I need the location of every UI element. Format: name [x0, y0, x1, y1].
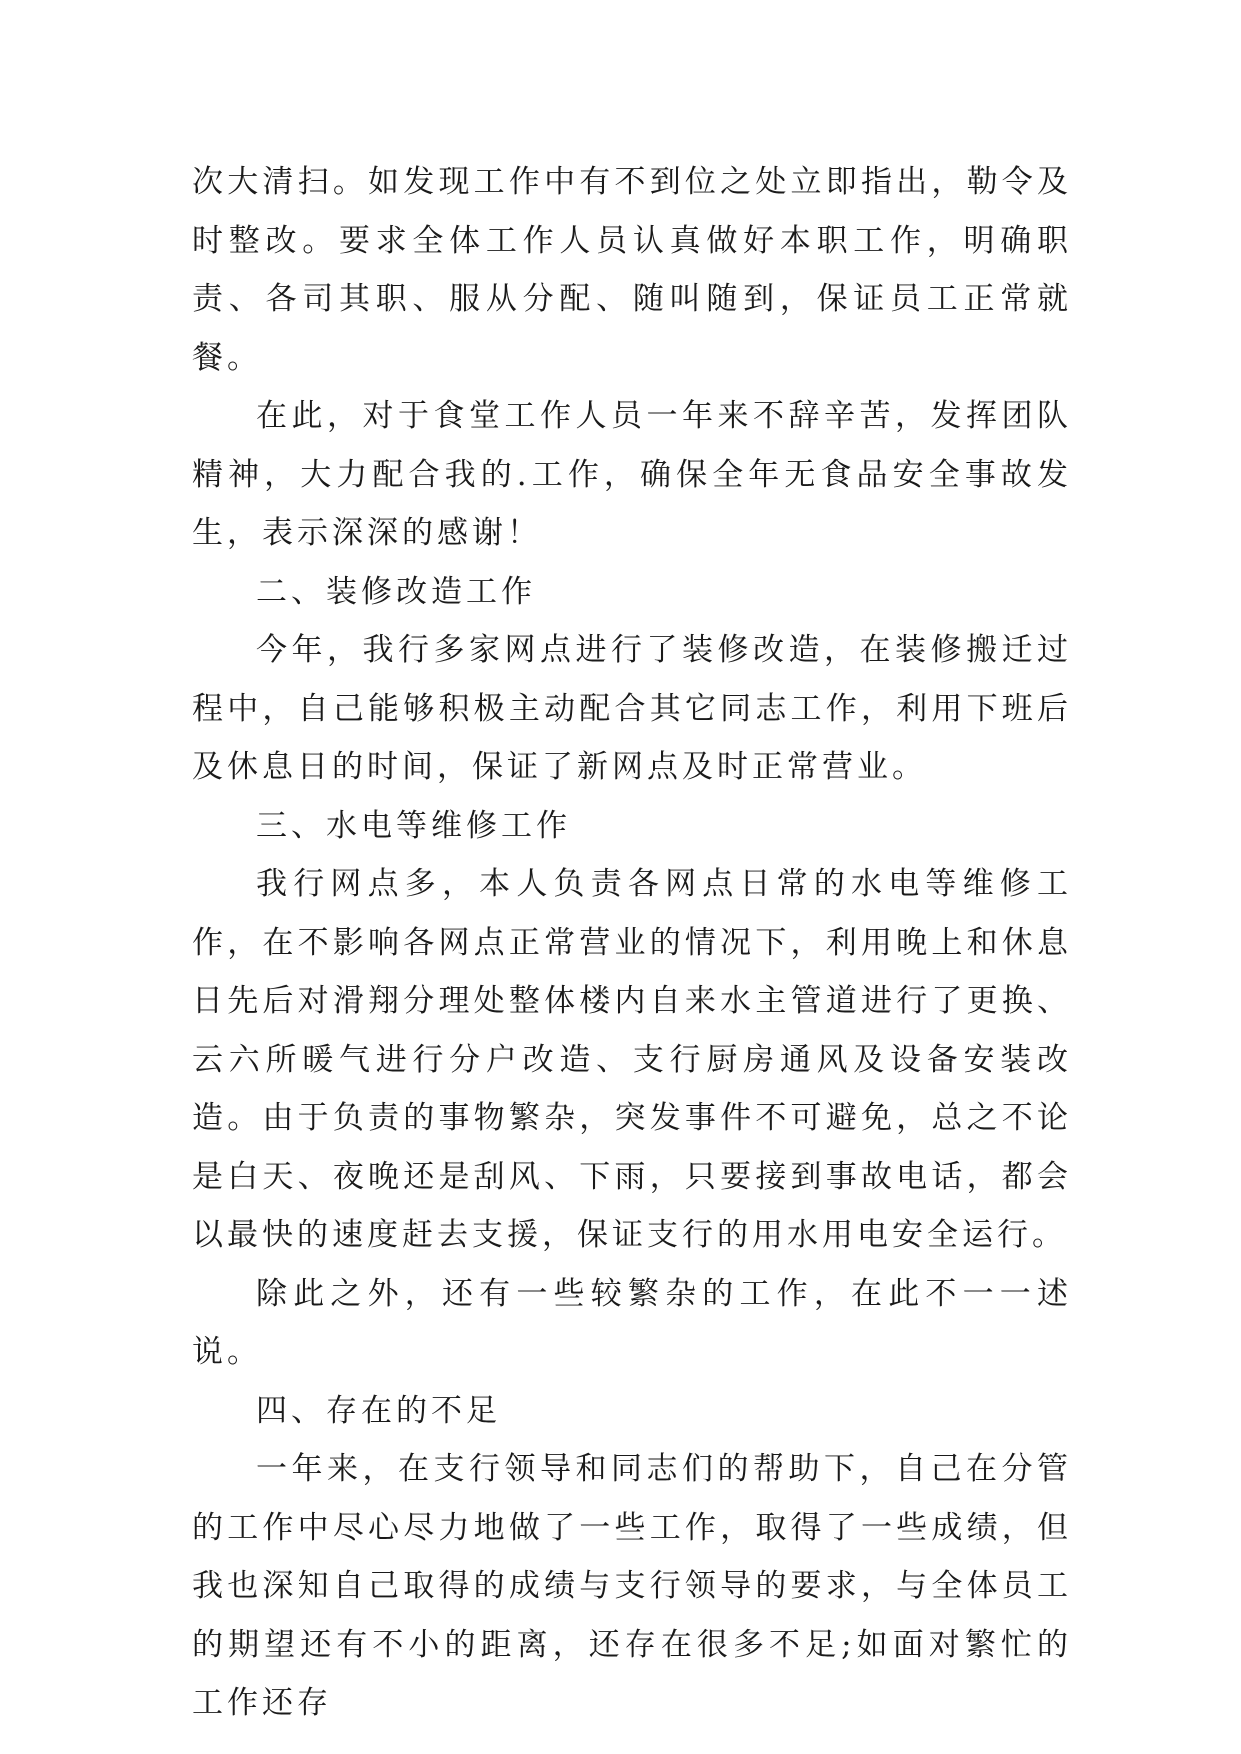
paragraph-thanks: 在此，对于食堂工作人员一年来不辞辛苦，发挥团队精神，大力配合我的.工作，确保全年无食品安全事故发生，表示深深的感谢！	[192, 398, 1072, 551]
paragraph-other-work: 除此之外，还有一些较繁杂的工作，在此不一一述说。	[192, 1275, 1072, 1370]
section-heading-maintenance: 三、水电等维修工作	[256, 807, 571, 844]
paragraph-renovation: 今年，我行多家网点进行了装修改造，在装修搬迁过程中，自己能够积极主动配合其它同志工作，利用下班后及休息日的时间，保证了新网点及时正常营业。	[192, 632, 1072, 785]
paragraph-continuation: 次大清扫。如发现工作中有不到位之处立即指出，勒令及时整改。要求全体工作人员认真做好本职工作，明确职责、各司其职、服从分配、随叫随到，保证员工正常就餐。	[192, 164, 1072, 376]
section-heading-renovation: 二、装修改造工作	[256, 573, 536, 610]
section-heading-shortcomings: 四、存在的不足	[256, 1392, 501, 1429]
document-body	[192, 153, 1072, 1733]
paragraph-shortcomings: 一年来，在支行领导和同志们的帮助下，自己在分管的工作中尽心尽力地做了一些工作，取得了一些成绩，但我也深知自己取得的成绩与支行领导的要求，与全体员工的期望还有不小的距离，还存在很多不足;如面对繁忙的工作还存	[192, 1451, 1072, 1721]
paragraph-maintenance: 我行网点多，本人负责各网点日常的水电等维修工作，在不影响各网点正常营业的情况下，利用晚上和休息日先后对滑翔分理处整体楼内自来水主管道进行了更换、云六所暖气进行分户改造、支行厨房通风及设备安装改造。由于负责的事物繁杂，突发事件不可避免，总之不论是白天、夜晚还是刮风、下雨，只要接到事故电话，都会以最快的速度赶去支援，保证支行的用水用电安全运行。	[192, 866, 1072, 1253]
